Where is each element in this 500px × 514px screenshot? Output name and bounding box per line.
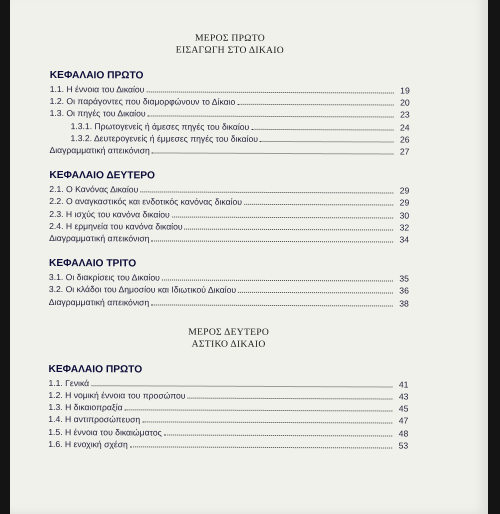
dot-leader [125,409,393,412]
toc-entry-page-number: 19 [400,85,410,96]
toc-entry-label: 1.3. Οι πηγές του Δικαίου [49,108,146,119]
toc-entry[interactable] [49,296,409,310]
toc-entry-page-number: 29 [399,197,410,208]
toc-entry-page-number: 35 [399,273,409,284]
chapter-title: ΚΕΦΑΛΑΙΟ ΤΡΙΤΟ [48,258,137,270]
toc-entry-page-number: 34 [399,234,410,245]
toc-entry-page-number: 30 [399,210,410,221]
toc-entry-label: 1.4. Η αντιπροσώπευση [48,414,141,425]
toc-entry-label: 1.2. Οι παράγοντες που διαμορφώνουν το Δίκαιο [49,96,236,108]
toc-entry-label: 2.3. Η ισχύς του κανόνα δικαίου [49,208,170,220]
toc-entry-page-number: 53 [398,440,409,451]
toc-entry-label: 2.4. Η ερμηνεία του κανόνα δικαίου [49,220,183,232]
dot-leader [130,445,392,448]
dot-leader [140,191,393,194]
toc-entry-label: 1.6. Η ενοχική σχέση [48,438,128,450]
dot-leader [142,421,392,424]
toc-entry-page-number: 29 [399,185,410,196]
part-heading: ΜΕΡΟΣ ΔΕΥΤΕΡΟ [188,326,270,338]
chapter-title: ΚΕΦΑΛΑΙΟ ΔΕΥΤΕΡΟ [49,170,156,182]
dot-leader [151,303,393,306]
part-section [48,326,409,452]
toc-entry-label: 1.3. Η δικαιοπραξία [48,402,123,413]
chapter-title: ΚΕΦΑΛΑΙΟ ΠΡΩΤΟ [49,69,144,82]
book-page [10,0,488,514]
dot-leader [172,215,393,218]
table-of-contents [48,32,410,452]
dot-leader [251,127,393,130]
toc-entry-page-number: 32 [399,222,410,233]
toc-entry-page-number: 41 [398,379,409,390]
dot-leader [148,115,394,118]
toc-entry-label: 1.3.1. Πρωτογενείς ή άμεσες πηγές του δικαίου [70,120,250,132]
dot-leader [185,227,394,230]
toc-entry-page-number: 20 [400,97,410,108]
toc-entry-page-number: 27 [399,146,410,157]
toc-entry[interactable] [49,144,409,158]
dot-leader [146,90,393,93]
dot-leader [237,103,393,106]
toc-entry-label: 1.5. Η έννοια του δικαιώματος [48,426,162,438]
toc-entry-label: Διαγραμματική απεικόνιση [49,233,150,244]
section-spacer [49,308,409,328]
toc-entry[interactable] [48,438,408,452]
dot-leader [238,291,393,294]
toc-entry-label: 1.3.2. Δευτερογενείς ή έμμεσες πηγές του δικαίου [70,132,258,144]
toc-entry-label: 2.2. Ο αναγκαστικός και ενδοτικός κανόνας δικαίου [49,196,242,208]
toc-entry-label: 2.1. Ο Κανόνας Δικαίου [49,184,139,195]
toc-entry-page-number: 45 [398,403,409,414]
part-heading: ΜΕΡΟΣ ΠΡΩΤΟ [194,32,265,44]
toc-entry-page-number: 43 [398,391,409,402]
toc-entry-label: 1.2. Η νομική έννοια του προσώπου [48,390,186,401]
dot-leader [152,151,394,154]
toc-entry-page-number: 47 [398,415,409,427]
dot-leader [260,140,394,143]
dot-leader [244,203,393,206]
dot-leader [188,397,393,400]
dot-leader [151,239,393,242]
part-subheading: ΑΣΤΙΚΟ ΔΙΚΑΙΟ [191,338,266,350]
toc-entry-label: 1.1. Γενικά [48,377,90,389]
toc-entry-page-number: 48 [398,428,409,439]
toc-entry[interactable] [49,232,409,246]
dot-leader [164,433,392,436]
chapter-title: ΚΕΦΑΛΑΙΟ ΠΡΩΤΟ [48,363,143,376]
toc-entry-label: Διαγραμματική απεικόνιση [48,296,150,308]
dot-leader [91,384,392,387]
toc-entry-page-number: 23 [400,109,410,120]
dot-leader [162,279,393,282]
toc-entry-page-number: 24 [400,122,410,133]
part-subheading: ΕΙΣΑΓΩΓΗ ΣΤΟ ΔΙΚΑΙΟ [175,44,285,57]
toc-entry-label: 3.2. Οι κλάδοι του Δημοσίου και Ιδιωτικού Δικαίου [48,284,237,296]
toc-entry-page-number: 38 [399,298,409,309]
toc-entry-page-number: 26 [399,134,410,145]
toc-entry-page-number: 36 [399,285,409,297]
toc-entry-label: 3.1. Οι διακρίσεις του Δικαίου [48,272,160,283]
part-section [49,32,410,309]
toc-entry-label: Διαγραμματική απεικόνιση [49,145,150,156]
toc-entry-label: 1.1. Η έννοια του Δικαίου [49,83,145,95]
